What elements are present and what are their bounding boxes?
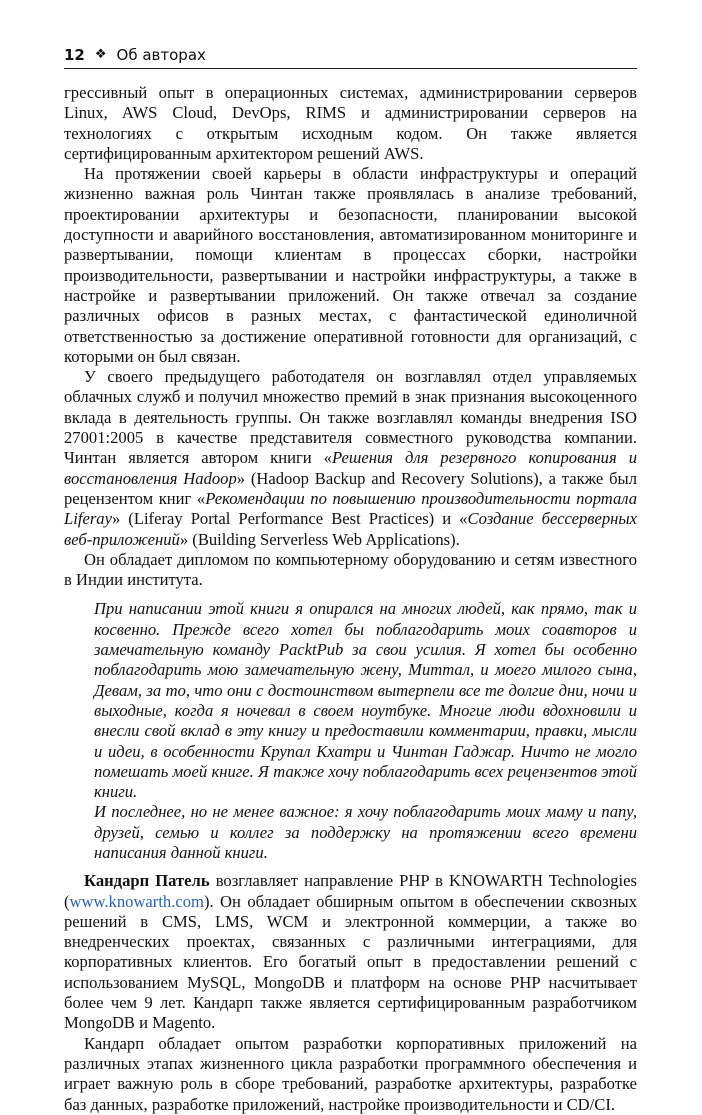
paragraph-3 <box>64 367 637 550</box>
body-text <box>64 83 637 1115</box>
paragraph-3-text-1: У своего предыдущего работодателя он возглавлял отдел управляемых облачных служб и получил множество премий в знак признания высокоценного вклада в деятельность группы. Он также возглавлял команды внедрения ISO 27001:2005 в качестве представителя совместного руководства компании. Чинтан является автором книги « <box>64 367 637 468</box>
paragraph-6: Кандарп обладает опытом разработки корпоративных приложений на различных этапах жизненного цикла разработки программного обеспечения и играет важную роль в сборе требований, разработке архитектуры, разработке баз данных, разработке приложений, настройке производительности и CD/CI. <box>64 1033 637 1114</box>
section-title: Об авторах <box>116 46 206 64</box>
paragraph-3-text-2: » (Hadoop Backup and Recovery Solutions), а также был рецензентом книг « <box>64 468 637 508</box>
author-name: Кандарп Патель <box>84 871 210 891</box>
book-title-serverless: Создание бессерверных веб-приложений <box>64 509 637 549</box>
paragraph-5-text-2: ). Он обладает обширным опытом в обеспечении сквозных решений в CMS, LMS, WCM и электронной коммерции, а также во внедренческих проектах, связанных с различными интеграциями, для корпоративных клиентов. Его богатый опыт в предоставлении решений с использованием MySQL, MongoDB и платформ на основе PHP насчитывает более чем 9 лет. Кандарп также является сертифицированным разработчиком MongoDB и Magento. <box>64 891 637 1033</box>
paragraph-2: На протяжении своей карьеры в области инфраструктуры и операций жизненно важная роль Чинтан также проявлялась в анализе требований, проектировании архитектуры и безопасности, планировании высокой доступности и аварийного восстановления, автоматизированном мониторинге и развертывании, помощи клиентам в процессах сборки, настройки производительности, развертывании и настройки инфраструктуры, а также в настройке и развертывании приложений. Он также отвечал за создание различных офисов в разных местах, с фантастической единоличной ответственностью за достижение оперативной готовности для организаций, с которыми он был связан. <box>64 164 637 366</box>
book-title-hadoop: Решения для резервного копирования и восстановления Hadoop <box>64 448 637 488</box>
diamond-ornament-icon: ❖ <box>94 47 107 62</box>
paragraph-5-text-1: возглавляет направление PHP в KNOWARTH Technologies ( <box>64 871 637 911</box>
page-number: 12 <box>64 46 85 64</box>
paragraph-3-text-3: » (Liferay Portal Performance Best Practices) и « <box>111 509 468 529</box>
knowarth-link[interactable]: www.knowarth.com <box>69 891 204 911</box>
running-header <box>64 46 637 69</box>
paragraph-5 <box>64 871 637 1033</box>
paragraph-3-text-4: » (Building Serverless Web Applications). <box>179 529 460 549</box>
paragraph-1: грессивный опыт в операционных системах, администрировании серверов Linux, AWS Cloud, DevOps, RIMS и администрировании серверов на технологиях с открытым исходным кодом. Он также является сертифицированным архитектором решений AWS. <box>64 83 637 163</box>
quote-paragraph-1: При написании этой книги я опирался на многих людей, как прямо, так и косвенно. Прежде всего хотел бы поблагодарить моих соавторов и замечательную команду PacktPub за свои усилия. Я хотел бы особенно поблагодарить мою замечательную жену, Миттал, и моего милого сына, Девам, за то, что они с достоинством вытерпели все те долгие дни, ночи и выходные, когда я ночевал в своем ноутбуке. Многие люди вдохновили и внесли свой вклад в эту книгу и предоставили комментарии, правки, мысли и идеи, в особенности Крупал Кхатри и Чинтан Гаджар. Ничто не могло помешать моей книге. Я также хочу поблагодарить всех рецензентов этой книги. <box>94 599 637 802</box>
acknowledgement-quote <box>94 599 637 863</box>
quote-paragraph-2: И последнее, но не менее важное: я хочу поблагодарить моих маму и папу, друзей, семью и коллег за поддержку на протяжении всего времени написания данной книги. <box>94 802 637 862</box>
paragraph-4: Он обладает дипломом по компьютерному оборудованию и сетям известного в Индии института. <box>64 549 637 590</box>
book-title-liferay: Рекомендации по повышению производительности портала Liferay <box>64 488 637 529</box>
